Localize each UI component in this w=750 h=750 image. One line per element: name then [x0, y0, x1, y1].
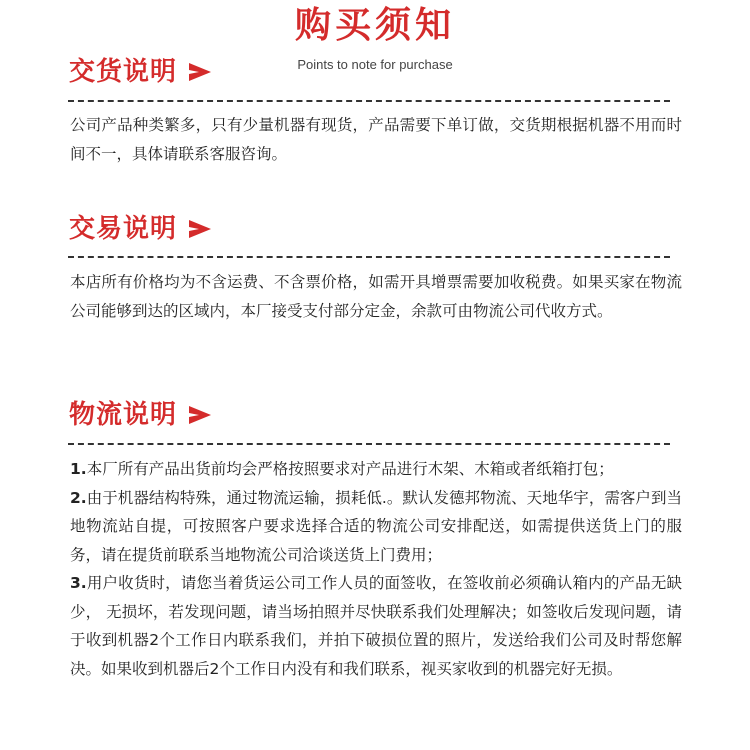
- item-text: 本厂所有产品出货前均会严格按照要求对产品进行木架、木箱或者纸箱打包；: [86, 460, 614, 478]
- right-arrow-icon: [189, 220, 211, 238]
- section-heading-label: 交货说明: [69, 57, 178, 87]
- paragraph: 本店所有价格均为不含运费、不含票价格，如需开具增票需要加收税费。如果买家在物流公司能够到达的区域内，本厂接受支付部分定金，余款可由物流公司代收方式。: [70, 273, 682, 320]
- item-text: 用户收货时，请您当着货运公司工作人员的面签收，在签收前必须确认箱内的产品无缺少， 无损坏，若发现问题，请当场拍照并尽快联系我们处理解决；如签收后发现问题，请于收到机器2个工作日内联系我们，并拍下破损位置的照片，发送给我们公司及时帮您解决。如果收到机器后2个工作日内没有和我们联系，视买家收到的机器完好无损。: [70, 574, 682, 678]
- section-heading-logistics: [69, 395, 211, 435]
- page-subtitle: Points to note for purchase: [297, 57, 453, 72]
- section-heading-label: 物流说明: [69, 400, 178, 430]
- divider: [68, 256, 670, 258]
- divider: [68, 100, 670, 102]
- section-body-logistics: [70, 455, 682, 683]
- section-heading-label: 交易说明: [69, 214, 178, 244]
- divider: [68, 443, 670, 445]
- section-body-delivery: [70, 111, 682, 168]
- list-item: [70, 569, 682, 683]
- paragraph: 公司产品种类繁多，只有少量机器有现货，产品需要下单订做，交货期根据机器不用而时间不一，具体请联系客服咨询。: [70, 116, 682, 163]
- section-heading-transaction: [69, 209, 211, 249]
- item-number: 3.: [70, 574, 87, 592]
- item-text: 由于机器结构特殊，通过物流运输，损耗低.。默认发德邦物流、天地华宇，需客户到当地物流站自提，可按照客户要求选择合适的物流公司安排配送，如需提供送货上门的服务，请在提货前联系当地物流公司洽谈送货上门费用；: [70, 488, 682, 564]
- page-title: 购买须知: [294, 5, 455, 46]
- section-heading-delivery: [69, 52, 211, 92]
- list-item: [70, 484, 682, 570]
- item-number: 2.: [70, 488, 87, 507]
- section-body-transaction: [70, 268, 682, 325]
- list-item: [70, 455, 682, 484]
- item-number: 1.: [70, 460, 87, 478]
- right-arrow-icon: [189, 63, 211, 81]
- right-arrow-icon: [189, 406, 211, 424]
